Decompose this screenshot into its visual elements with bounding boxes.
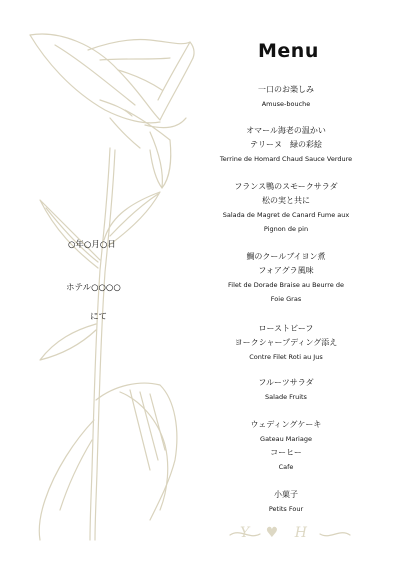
course-en-line: Gateau Mariage <box>260 435 312 443</box>
course-en-line: Terrine de Homard Chaud Sauce Verdure <box>219 155 353 163</box>
course-jp-line: ウェディングケーキ <box>250 420 322 429</box>
course-en-line: Salada de Magret de Canard Fume aux <box>222 211 350 219</box>
event-at: にて <box>90 312 108 322</box>
course-jp-line: ヨークシャープディング添え <box>234 338 338 347</box>
course-en-line: Petits Four <box>268 505 304 513</box>
course-jp-line: コーヒー <box>270 448 302 457</box>
course-lobster <box>188 124 384 166</box>
course-en-line: Contre Filet Roti au Jus <box>249 353 323 361</box>
course-sea-bream <box>188 250 384 306</box>
course-en-line: Cafe <box>278 463 294 471</box>
course-duck <box>188 180 384 236</box>
course-jp-line: 松の実と共に <box>262 196 310 205</box>
course-en-line: Salade Fruits <box>265 393 307 401</box>
course-jp-line: オマール海老の温かい <box>246 126 326 135</box>
course-jp-line: フランス鴨のスモークサラダ <box>234 182 338 191</box>
course-roast-beef <box>188 322 384 364</box>
course-jp-line: フォアグラ風味 <box>258 266 314 275</box>
course-en-line: Foie Gras <box>270 295 302 303</box>
course-petits-four <box>188 488 384 516</box>
course-amuse <box>188 83 384 111</box>
course-en-line: Filet de Dorade Braise au Beurre de <box>228 281 344 289</box>
event-venue: ホテル○○○○ <box>66 283 121 293</box>
course-en-line: Amuse-bouche <box>261 100 311 108</box>
couple-monogram: Y ♥ H <box>240 525 313 541</box>
course-jp-line: 一口のお楽しみ <box>258 85 314 94</box>
course-jp-line: ローストビーフ <box>258 324 314 333</box>
course-jp-line: 鯛のクールブイヨン煮 <box>246 252 326 261</box>
course-en-line: Pignon de pin <box>263 225 309 233</box>
course-coffee <box>188 446 384 474</box>
course-fruit-salad <box>188 376 384 404</box>
course-jp-line: 小菓子 <box>274 490 298 499</box>
course-jp-line: テリーヌ 緑の彩絵 <box>250 140 322 149</box>
menu-title: Menu <box>258 40 319 62</box>
event-date: ○年○月○日 <box>68 240 116 250</box>
course-jp-line: フルーツサラダ <box>258 378 314 387</box>
course-wedding-cake <box>188 418 384 446</box>
